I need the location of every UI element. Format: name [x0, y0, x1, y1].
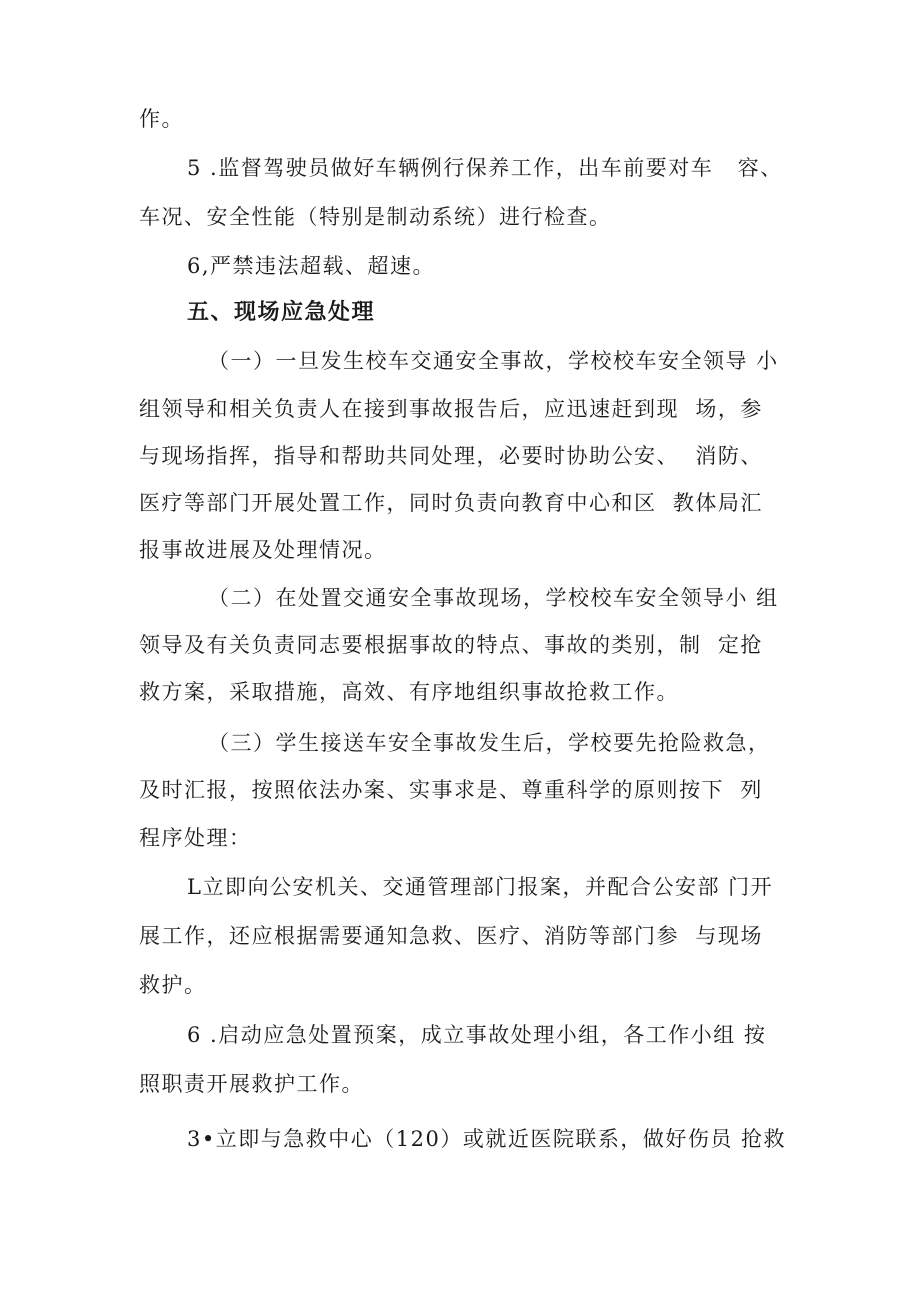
text-line: 程序处理： — [139, 826, 252, 850]
text-line: 医疗等部门开展处置工作，同时负责向教育中心和区 教体局汇 — [139, 491, 763, 515]
text-line: 救护。 — [139, 973, 207, 997]
text-line: 6,严禁违法超载、超速。 — [187, 254, 436, 278]
text-line: 作。 — [139, 107, 184, 131]
text-line: 报事故进展及处理情况。 — [139, 538, 387, 562]
text-line: 展工作，还应根据需要通知急救、医疗、消防等部门参 与现场 — [139, 924, 763, 948]
text-line: 车况、安全性能（特别是制动系统）进行检查。 — [139, 205, 612, 229]
text-line: （二）在处置交通安全事故现场，学校校车安全领导小 组 — [208, 586, 779, 610]
text-line: 及时汇报，按照依法办案、实事求是、尊重科学的原则按下 列 — [139, 778, 763, 802]
text-line: 照职责开展救护工作。 — [139, 1072, 364, 1096]
text-line: 5 .监督驾驶员做好车辆例行保养工作，出车前要对车 容、 — [187, 156, 783, 180]
text-line: L立即向公安机关、交通管理部门报案，并配合公安部 门开 — [187, 875, 774, 899]
text-line: 领导及有关负责同志要根据事故的特点、事故的类别，制 定抢 — [139, 633, 763, 657]
text-line: （一）一旦发生校车交通安全事故，学校校车安全领导 小 — [208, 349, 779, 373]
text-line: 救方案，采取措施，高效、有序地组织事故抢救工作。 — [139, 680, 679, 704]
text-line: 组领导和相关负责人在接到事故报告后，应迅速赶到现 场，参 — [139, 397, 763, 421]
text-line: 与现场指挥，指导和帮助共同处理，必要时协助公安、 消防、 — [139, 444, 763, 468]
text-line: 3•立即与急救中心（120）或就近医院联系，做好伤员 抢救 — [187, 1127, 787, 1151]
text-line: （三）学生接送车安全事故发生后，学校要先抢险救急， — [208, 731, 771, 755]
section-heading: 五、现场应急处理 — [187, 300, 376, 325]
text-line: 6 .启动应急处置预案，成立事故处理小组，各工作小组 按 — [187, 1023, 767, 1047]
